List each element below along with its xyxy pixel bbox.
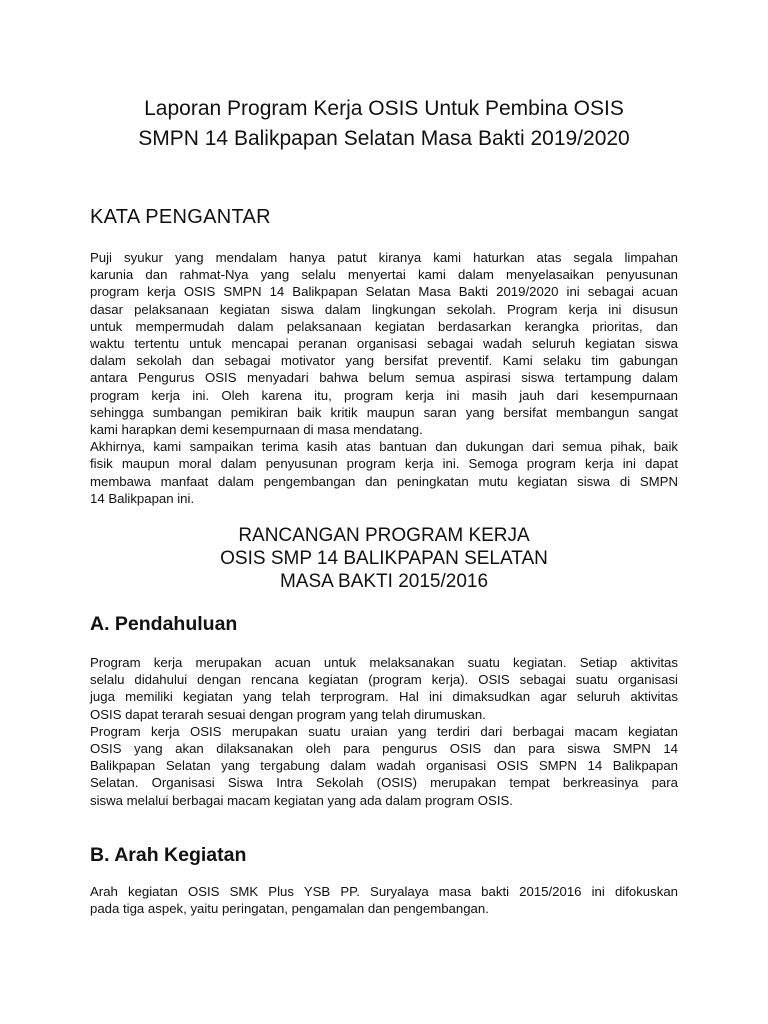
text-line: Selatan. Organisasi Siswa Intra Sekolah (OSIS) merupakan tempat berkreasinya para [90,775,678,791]
pendahuluan-paragraph [90,654,678,809]
rancangan-heading [40,524,728,593]
text-line: program kerja ini. Oleh karena itu, program kerja ini masih jauh dari kesempurnaan [90,387,678,403]
text-line: sehingga sumbangan pemikiran baik kritik maupun saran yang bersifat membangun sangat [90,404,678,420]
text-line: selalu didahului dengan rencana kegiatan (program kerja). OSIS sebagai suatu organisasi [90,672,678,688]
text-line: kami harapkan demi kesempurnaan di masa mendatang. [90,422,423,438]
text-line: juga memiliki kegiatan yang telah terprogram. Hal ini dimaksudkan agar seluruh aktivitas [90,689,678,705]
document-title [40,94,728,154]
text-line: pada tiga aspek, yaitu peringatan, pengamalan dan pengembangan. [90,901,489,917]
kata-pengantar-paragraph [90,249,678,507]
title-line-2: SMPN 14 Balikpapan Selatan Masa Bakti 2019/2020 [138,127,630,150]
text-line: untuk mempermudah dalam pelaksanaan kegiatan berdasarkan kerangka prioritas, dan [90,318,678,334]
text-line: OSIS dapat terarah sesuai dengan program yang telah dirumuskan. [90,706,486,722]
text-line: Balikpapan Selatan yang tergabung dalam wadah organisasi OSIS SMPN 14 Balikpapan [90,758,678,774]
pendahuluan-heading: A. Pendahuluan [90,613,238,635]
kata-pengantar-heading: KATA PENGANTAR [90,206,271,228]
text-line: Arah kegiatan OSIS SMK Plus YSB PP. Suryalaya masa bakti 2015/2016 ini difokuskan [90,884,678,899]
rancangan-line-2: OSIS SMP 14 BALIKPAPAN SELATAN [220,548,548,569]
rancangan-line-1: RANCANGAN PROGRAM KERJA [238,525,530,546]
text-line: dasar pelaksanaan kegiatan siswa dalam lingkungan sekolah. Program kerja ini disusun [90,301,678,317]
text-line: 14 Balikpapan ini. [90,490,195,506]
rancangan-line-3: MASA BAKTI 2015/2016 [279,571,489,592]
text-line: waktu tertentu untuk mencapai peranan organisasi sebagai wadah seluruh kegiatan siswa [90,336,678,352]
title-line-1: Laporan Program Kerja OSIS Untuk Pembina OSIS [144,97,624,120]
text-line: Program kerja merupakan acuan untuk melaksanakan suatu kegiatan. Setiap aktivitas [90,655,678,670]
text-line: Puji syukur yang mendalam hanya patut kiranya kami haturkan atas segala limpahan [90,250,678,265]
text-line: fisik maupun moral dalam penyusunan program kerja ini. Semoga program kerja ini dapat [90,456,678,472]
text-line: Akhirnya, kami sampaikan terima kasih atas bantuan dan dukungan dari semua pihak, baik [90,439,678,455]
text-line: antara Pengurus OSIS menyadari bahwa belum semua aspirasi siswa tertampung dalam [90,370,678,386]
text-line: Program kerja OSIS merupakan suatu uraian yang terdiri dari berbagai macam kegiatan [90,723,678,739]
arah-kegiatan-paragraph [90,883,678,917]
text-line: siswa melalui berbagai macam kegiatan yang ada dalam program OSIS. [90,792,513,808]
arah-kegiatan-heading: B. Arah Kegiatan [90,844,247,866]
text-line: program kerja OSIS SMPN 14 Balikpapan Selatan Masa Bakti 2019/2020 ini sebagai acuan [90,284,678,300]
text-line: karunia dan rahmat-Nya yang selalu menyertai kami dalam menyelasaikan penyusunan [90,267,678,283]
text-line: OSIS yang akan dilaksanakan oleh para pengurus OSIS dan para siswa SMPN 14 [90,741,678,757]
text-line: membawa manfaat dalam pengembangan dan peningkatan mutu kegiatan siswa di SMPN [90,473,678,489]
text-line: dalam sekolah dan sebagai motivator yang bersifat preventif. Kami selaku tim gabungan [90,353,678,369]
